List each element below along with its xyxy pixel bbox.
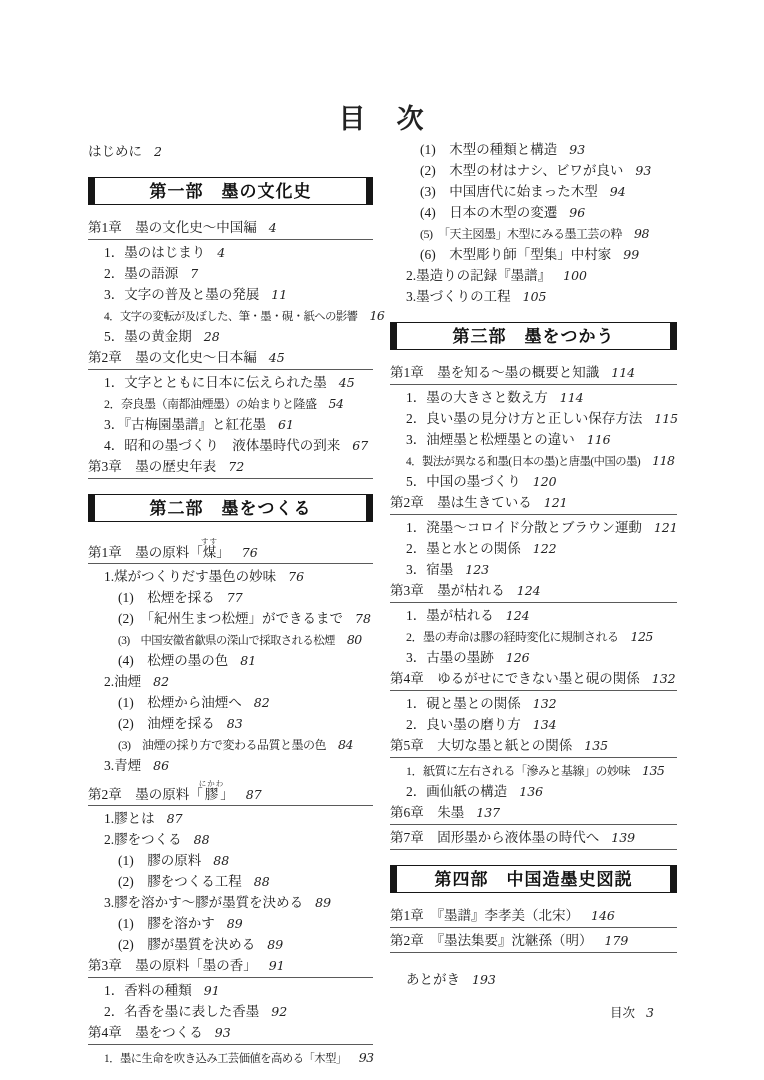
entry-text: 5．中国の墨づくり	[406, 474, 521, 489]
entry-text: (4) 松煙の墨の色	[118, 653, 229, 668]
entry-text: (2) 膠が墨質を決める	[118, 937, 256, 952]
toc-item	[390, 693, 677, 714]
page-number: 139	[611, 830, 636, 845]
toc-item	[390, 450, 677, 471]
toc-item	[88, 242, 373, 263]
page-number: 54	[328, 396, 344, 411]
page-number: 93	[358, 1050, 374, 1065]
toc-subitem	[88, 608, 373, 629]
page-number: 45	[338, 375, 355, 390]
toc-item	[88, 284, 373, 305]
page-number: 89	[315, 895, 332, 910]
entry-text: (2) 木型の材はナシ、ビワが良い	[420, 163, 624, 178]
entry-text: 2．良い墨の見分け方と正しい保存方法	[406, 411, 643, 426]
toc-subitem	[390, 202, 677, 223]
chapter-entry	[88, 955, 373, 978]
toc-item	[88, 755, 373, 776]
entry-text: (3) 中国唐代に始まった木型	[420, 184, 598, 199]
entry-text: 5．墨の黄金期	[104, 329, 192, 344]
part-header	[88, 494, 373, 522]
page-number: 86	[153, 758, 170, 773]
chapter-entry	[390, 492, 677, 515]
toc-subitem	[88, 692, 373, 713]
entry-text: 3．油煙墨と松煙墨との違い	[406, 432, 575, 447]
page-number: 91	[268, 958, 285, 973]
entry-text: (2) 「紀州生まつ松煙」ができるまで	[118, 611, 343, 626]
entry-text: 1．香料の種類	[104, 983, 192, 998]
page-number: 135	[584, 738, 609, 753]
entry-text: 第3章 墨が枯れる	[390, 583, 505, 598]
toc-subitem	[390, 181, 677, 202]
entry-text: 1．墨が枯れる	[406, 608, 494, 623]
toc-subitem	[390, 160, 677, 181]
entry-text: 4．製法が異なる和墨(日本の墨)と唐墨(中国の墨)	[406, 456, 641, 468]
toc-subitem	[88, 629, 373, 650]
page-number: 78	[355, 611, 371, 626]
entry-text: 2．良い墨の磨り方	[406, 717, 521, 732]
entry-text: 1．紙質に左右される「滲みと基線」の妙味	[406, 764, 631, 778]
toc-item	[88, 393, 373, 414]
part-header	[390, 865, 677, 893]
page-number: 121	[653, 520, 678, 535]
page-number: 193	[472, 972, 496, 987]
page-number: 89	[226, 916, 243, 931]
footer-section-label: 目次	[610, 1006, 636, 1020]
page-number: 11	[271, 287, 288, 302]
page-number: 87	[166, 811, 183, 826]
entry-text: (1) 松煙から油煙へ	[118, 695, 242, 710]
page-number: 89	[267, 937, 284, 952]
page-number: 91	[203, 983, 220, 998]
entry-text: 2．墨の寿命は膠の経時変化に規制される	[406, 630, 619, 644]
chapter-entry	[390, 827, 677, 850]
entry-text: 第6章 朱墨	[390, 805, 465, 820]
toc-item	[390, 408, 677, 429]
page-number: 132	[532, 696, 557, 711]
page-number: 92	[271, 1004, 288, 1019]
page-number: 136	[519, 784, 544, 799]
entry-text: (1) 膠を溶かす	[118, 916, 215, 931]
toc-item	[88, 1047, 373, 1068]
chapter-entry	[88, 456, 373, 479]
chapter-entry	[390, 930, 677, 953]
page-number: 114	[559, 390, 584, 405]
entry-text: 1.煤がつくりだす墨色の妙味	[104, 569, 277, 584]
entry-text: 2.膠をつくる	[104, 832, 182, 847]
page-number: 82	[253, 695, 270, 710]
toc-subitem	[88, 934, 373, 955]
entry-text: 第2章 墨は生きている	[390, 495, 532, 510]
page-number: 87	[245, 787, 262, 802]
entry-text: 1.膠とは	[104, 811, 155, 826]
entry-text: 1．溌墨～コロイド分散とブラウン運動	[406, 520, 642, 535]
entry-text: 第3章 墨の歴史年表	[88, 459, 217, 474]
page-number: 4	[268, 220, 277, 235]
page-number: 80	[346, 632, 362, 647]
entry-text: 3．宿墨	[406, 562, 454, 577]
toc-item	[390, 538, 677, 559]
page-number: 122	[532, 541, 557, 556]
entry-text: 第4章 墨をつくる	[88, 1025, 203, 1040]
toc-item	[390, 429, 677, 450]
entry-text: 第1章 『墨譜』李孝美（北宋）	[390, 908, 579, 923]
entry-text: 第2章 墨の原料「膠にかわ」	[88, 779, 234, 802]
chapter-entry	[88, 776, 373, 806]
page-number: 124	[505, 608, 530, 623]
toc-item	[390, 760, 677, 781]
entry-text: (1) 膠の原料	[118, 853, 202, 868]
entry-text: 3.膠を溶かす～膠が墨質を決める	[104, 895, 304, 910]
entry-text: 2．墨の語源	[104, 266, 179, 281]
toc-item	[88, 808, 373, 829]
chapter-entry	[390, 905, 677, 928]
entry-text: あとがき	[406, 972, 460, 987]
toc-subitem	[88, 871, 373, 892]
page-number: 137	[476, 805, 501, 820]
entry-text: 2.墨造りの記録『墨譜』	[406, 268, 552, 283]
entry-text: 第3章 墨の原料「墨の香」	[88, 958, 257, 973]
toc-subitem	[88, 913, 373, 934]
entry-text: (1) 木型の種類と構造	[420, 142, 558, 157]
entry-text: 第三部 墨をつかう	[452, 326, 615, 346]
page-number: 118	[652, 453, 675, 468]
page-number: 93	[214, 1025, 231, 1040]
entry-text: 2.油煙	[104, 674, 142, 689]
page-number: 67	[352, 438, 369, 453]
page-title: 目 次	[338, 104, 426, 134]
chapter-entry	[88, 1022, 373, 1045]
page-number: 146	[591, 908, 615, 923]
toc-item	[88, 1001, 373, 1022]
page-number: 126	[505, 650, 530, 665]
page-number: 123	[465, 562, 490, 577]
entry-text: 1．文字とともに日本に伝えられた墨	[104, 375, 327, 390]
toc-item	[390, 781, 677, 802]
entry-text: (4) 日本の木型の変遷	[420, 205, 558, 220]
chapter-entry	[390, 362, 677, 385]
page-number: 83	[226, 716, 243, 731]
entry-text: 第二部 墨をつくる	[149, 498, 312, 518]
entry-text: はじめに	[88, 144, 142, 159]
entry-text: 第7章 固形墨から液体墨の時代へ	[390, 830, 600, 845]
toc-item	[88, 435, 373, 456]
page-number: 4	[217, 245, 226, 260]
part-header	[390, 322, 677, 350]
page-number: 100	[563, 268, 587, 283]
entry-text: 第四部 中国造墨史図説	[434, 869, 633, 889]
chapter-entry	[88, 217, 373, 240]
toc-subitem	[88, 850, 373, 871]
backmatter-entry	[390, 969, 677, 990]
entry-text: 2．画仙紙の構造	[406, 784, 508, 799]
toc-item	[390, 647, 677, 668]
entry-text: 4．文字の変転が及ぼした、筆・墨・硯・紙への影響	[104, 311, 358, 323]
page-number: 105	[522, 289, 547, 304]
page-footer	[610, 1003, 654, 1021]
toc-subitem	[88, 650, 373, 671]
page-number: 93	[569, 142, 586, 157]
entry-text: 3．文字の普及と墨の発展	[104, 287, 260, 302]
entry-text: 4．昭和の墨づくり 液体墨時代の到来	[104, 438, 341, 453]
chapter-entry	[390, 735, 677, 758]
page-number: 88	[253, 874, 270, 889]
entry-text: (2) 膠をつくる工程	[118, 874, 242, 889]
entry-text: 2．奈良墨（南都油煙墨）の始まりと隆盛	[104, 397, 317, 411]
page-number: 28	[203, 329, 220, 344]
entry-text: 第1章 墨を知る～墨の概要と知識	[390, 365, 600, 380]
page-number: 99	[623, 247, 640, 262]
chapter-entry	[88, 534, 373, 564]
page-number: 81	[240, 653, 257, 668]
page-number: 98	[634, 226, 649, 241]
page-number: 61	[278, 417, 294, 432]
toc-item	[88, 980, 373, 1001]
entry-text: 3.墨づくりの工程	[406, 289, 511, 304]
page-number: 116	[586, 432, 611, 447]
page-number: 88	[193, 832, 210, 847]
frontmatter-entry	[88, 141, 373, 162]
page-number: 115	[654, 411, 679, 426]
chapter-entry	[390, 580, 677, 603]
toc-item	[88, 892, 373, 913]
page-number: 124	[516, 583, 541, 598]
entry-text: 第一部 墨の文化史	[149, 181, 312, 201]
toc-subitem	[390, 244, 677, 265]
page-number: 72	[228, 459, 245, 474]
entry-text: 3．『古梅園墨譜』と紅花墨	[104, 417, 266, 432]
toc-subitem	[390, 223, 677, 244]
toc-item	[88, 305, 385, 326]
chapter-entry	[390, 802, 677, 825]
toc-item	[390, 626, 677, 647]
entry-text: 第2章 『墨法集要』沈継孫（明）	[390, 933, 593, 948]
toc-item	[390, 517, 677, 538]
entry-text: 1．墨に生命を吹き込み工芸価値を高める「木型」	[104, 1053, 347, 1065]
toc-item	[390, 605, 677, 626]
toc-column-right	[390, 139, 677, 990]
entry-text: 3.青煙	[104, 758, 142, 773]
entry-text: 1．墨の大きさと数え方	[406, 390, 548, 405]
page-number: 134	[532, 717, 557, 732]
entry-text: 第1章 墨の文化史～中国編	[88, 220, 257, 235]
toc-item	[88, 414, 373, 435]
chapter-entry	[88, 347, 373, 370]
toc-subitem	[390, 139, 677, 160]
toc-subitem	[88, 734, 373, 755]
entry-text: 第5章 大切な墨と紙との関係	[390, 738, 573, 753]
page-number: 179	[604, 933, 629, 948]
entry-text: 2．名香を墨に表した香墨	[104, 1004, 260, 1019]
entry-text: (3) 油煙の採り方で変わる品質と墨の色	[118, 738, 326, 752]
toc-item	[390, 559, 677, 580]
toc-item	[390, 286, 677, 307]
footer-page-number: 3	[646, 1005, 654, 1020]
page-number: 45	[268, 350, 285, 365]
entry-text: (5) 「天主図墨」木型にみる墨工芸の粋	[420, 227, 622, 241]
toc-item	[390, 387, 677, 408]
toc-item	[88, 263, 373, 284]
page-number: 88	[213, 853, 230, 868]
entry-text: 3．古墨の墨跡	[406, 650, 494, 665]
page-number: 120	[532, 474, 557, 489]
page-number: 84	[338, 737, 353, 752]
page-number: 93	[635, 163, 652, 178]
page-number: 121	[543, 495, 568, 510]
toc-subitem	[88, 713, 373, 734]
page-number: 82	[153, 674, 170, 689]
toc-item	[88, 829, 373, 850]
toc-column-left	[88, 141, 385, 1068]
page-number: 7	[190, 266, 199, 281]
entry-text: 第1章 墨の原料「煤すす」	[88, 537, 230, 560]
entry-text: (3) 中国安徽省歙県の深山で採取される松煙	[118, 635, 335, 647]
page-number: 114	[611, 365, 636, 380]
entry-text: (2) 油煙を採る	[118, 716, 215, 731]
toc-item	[88, 566, 373, 587]
toc-item	[88, 326, 373, 347]
page-number: 135	[642, 763, 665, 778]
toc-item	[88, 372, 373, 393]
entry-text: 第2章 墨の文化史～日本編	[88, 350, 257, 365]
toc-subitem	[88, 587, 373, 608]
page-number: 94	[609, 184, 626, 199]
toc-item	[390, 265, 677, 286]
page-number: 16	[369, 308, 385, 323]
entry-text: (6) 木型彫り師「型集」中村家	[420, 247, 612, 262]
page-number: 96	[569, 205, 586, 220]
page-number: 76	[241, 545, 258, 560]
page-number: 2	[154, 144, 162, 159]
page-number: 77	[226, 590, 243, 605]
entry-text: 1．墨のはじまり	[104, 245, 206, 260]
chapter-entry	[390, 668, 677, 691]
entry-text: 1．硯と墨との関係	[406, 696, 521, 711]
entry-text: 第4章 ゆるがせにできない墨と硯の関係	[390, 671, 640, 686]
entry-text: 2．墨と水との関係	[406, 541, 521, 556]
toc-item	[88, 671, 373, 692]
toc-item	[390, 714, 677, 735]
toc-item	[390, 471, 677, 492]
page-number: 125	[630, 629, 653, 644]
page-number: 76	[288, 569, 305, 584]
page-number: 132	[651, 671, 676, 686]
part-header	[88, 177, 373, 205]
entry-text: (1) 松煙を採る	[118, 590, 215, 605]
